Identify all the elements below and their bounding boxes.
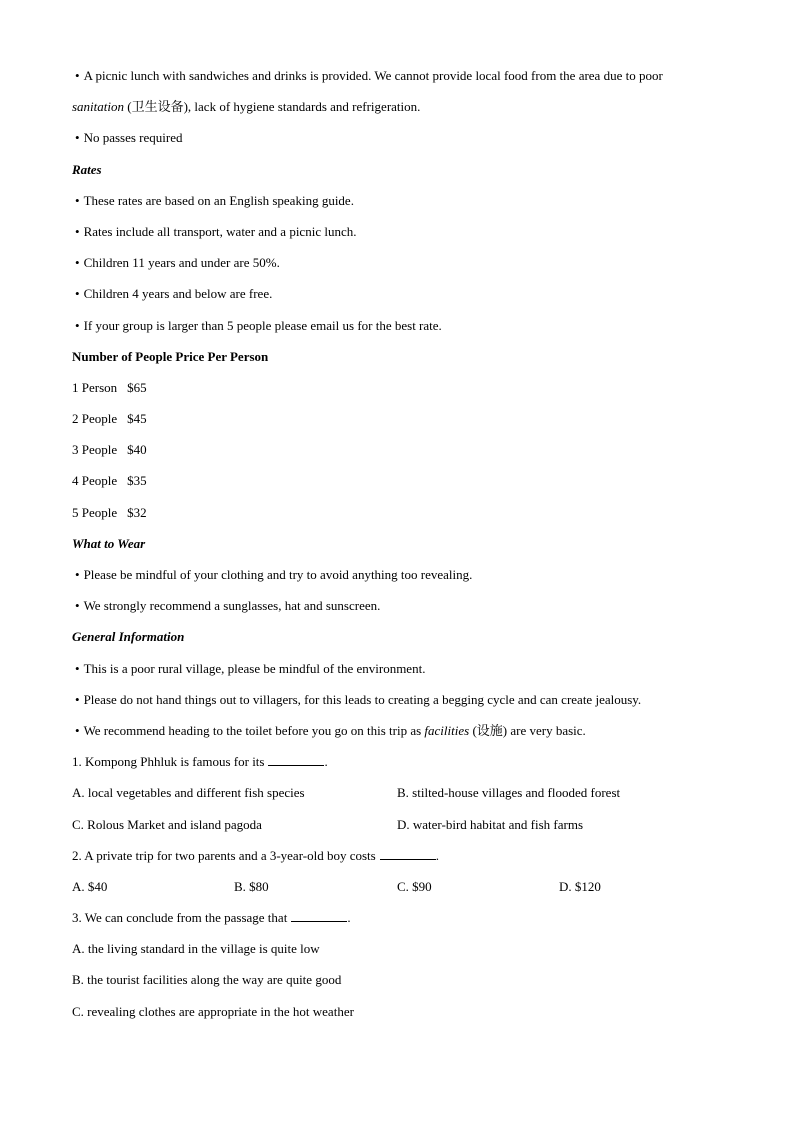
question-3-option-c: C. revealing clothes are appropriate in the hot weather xyxy=(72,1003,354,1019)
bullet: • xyxy=(75,223,80,239)
question-2-option-c: C. $90 xyxy=(397,878,432,894)
intro-text-2: (卫生设备), lack of hygiene standards and refrigeration. xyxy=(124,99,421,115)
wear-item-text: We strongly recommend a sunglasses, hat and sunscreen. xyxy=(83,598,381,614)
question-2-options-row xyxy=(72,877,732,908)
question-stem-text: 1. Kompong Phhluk is famous for its xyxy=(72,754,265,770)
question-2-option-a: A. $40 xyxy=(72,878,108,894)
rates-heading: Rates xyxy=(72,161,102,177)
question-1-option-b: B. stilted-house villages and flooded forest xyxy=(397,785,621,801)
facilities-term: facilities xyxy=(424,722,470,738)
price-row-price: $32 xyxy=(127,504,147,520)
intro-text-3: No passes required xyxy=(83,130,183,146)
question-3-stem xyxy=(72,908,732,939)
bullet: • xyxy=(75,598,80,614)
question-2-option-b: B. $80 xyxy=(234,878,269,894)
question-1-options-row-1 xyxy=(72,783,732,814)
question-3-option-a: A. the living standard in the village is quite low xyxy=(72,941,320,957)
price-row-price: $45 xyxy=(127,411,147,427)
price-row xyxy=(72,440,732,471)
wear-item xyxy=(72,596,732,627)
wear-item xyxy=(72,565,732,596)
question-2-option-d: D. $120 xyxy=(559,878,601,894)
rates-item-text: If your group is larger than 5 people please email us for the best rate. xyxy=(83,317,442,333)
price-row xyxy=(72,503,732,534)
bullet: • xyxy=(75,255,80,271)
question-1-options-row-2 xyxy=(72,815,732,846)
answer-blank xyxy=(380,847,436,860)
question-1-option-d: D. water-bird habitat and fish farms xyxy=(397,816,584,832)
bullet: • xyxy=(75,192,80,208)
general-info-text: We recommend heading to the toilet before you go on this trip as xyxy=(83,722,425,738)
question-1-option-a: A. local vegetables and different fish species xyxy=(72,785,305,801)
rates-item xyxy=(72,284,732,315)
sanitation-term: sanitation xyxy=(72,99,125,115)
bullet: • xyxy=(75,660,80,676)
question-1-option-c: C. Rolous Market and island pagoda xyxy=(72,816,262,832)
general-info-item xyxy=(72,659,732,690)
rates-item-text: These rates are based on an English speaking guide. xyxy=(83,192,354,208)
question-stem-text: 2. A private trip for two parents and a 3-year-old boy costs xyxy=(72,847,376,863)
price-row-price: $65 xyxy=(127,379,147,395)
general-info-heading: General Information xyxy=(72,629,185,645)
document-page xyxy=(72,66,732,1033)
question-end: . xyxy=(435,847,439,863)
price-row-people: 5 People xyxy=(72,504,118,520)
bullet: • xyxy=(75,130,80,146)
rates-item xyxy=(72,222,732,253)
bullet: • xyxy=(75,567,80,582)
bullet: • xyxy=(75,317,80,333)
bullet: • xyxy=(75,691,80,707)
price-row xyxy=(72,378,732,409)
price-row-people: 4 People xyxy=(72,473,118,489)
price-row-people: 1 Person xyxy=(72,379,118,395)
general-info-item xyxy=(72,721,732,752)
what-to-wear-heading: What to Wear xyxy=(72,535,146,551)
rates-item-text: Rates include all transport, water and a picnic lunch. xyxy=(83,223,357,239)
bullet: • xyxy=(75,286,80,302)
price-table-heading: Number of People Price Per Person xyxy=(72,348,269,364)
intro-line-3 xyxy=(72,128,732,159)
question-end: . xyxy=(347,910,351,926)
bullet: • xyxy=(75,68,80,83)
rates-item xyxy=(72,253,732,284)
general-info-text: This is a poor rural village, please be mindful of the environment. xyxy=(83,660,426,676)
price-row-people: 2 People xyxy=(72,411,118,427)
rates-item-text: Children 11 years and under are 50%. xyxy=(83,255,280,271)
general-info-item xyxy=(72,690,732,721)
answer-blank xyxy=(268,753,324,766)
price-row xyxy=(72,409,732,440)
intro-line-1 xyxy=(72,66,732,97)
price-row xyxy=(72,471,732,502)
question-stem-text: 3. We can conclude from the passage that xyxy=(72,910,288,926)
price-row-price: $40 xyxy=(127,442,147,458)
general-info-text: Please do not hand things out to villagers, for this leads to creating a begging cycle and can create jealousy. xyxy=(83,691,642,707)
general-info-text: (设施) are very basic. xyxy=(469,722,586,738)
wear-item-text: Please be mindful of your clothing and try to avoid anything too revealing. xyxy=(83,567,473,582)
answer-blank xyxy=(291,909,347,922)
bullet: • xyxy=(75,722,80,738)
question-1-stem xyxy=(72,752,732,783)
price-row-price: $35 xyxy=(127,473,147,489)
rates-item-text: Children 4 years and below are free. xyxy=(83,286,273,302)
rates-item xyxy=(72,316,732,347)
intro-line-2 xyxy=(72,97,732,128)
question-2-stem xyxy=(72,846,732,877)
question-3-option-b: B. the tourist facilities along the way are quite good xyxy=(72,972,342,988)
rates-item xyxy=(72,191,732,222)
question-end: . xyxy=(324,754,328,770)
intro-text-1: A picnic lunch with sandwiches and drinks is provided. We cannot provide local food from the area due to poor xyxy=(83,68,663,83)
price-row-people: 3 People xyxy=(72,442,118,458)
